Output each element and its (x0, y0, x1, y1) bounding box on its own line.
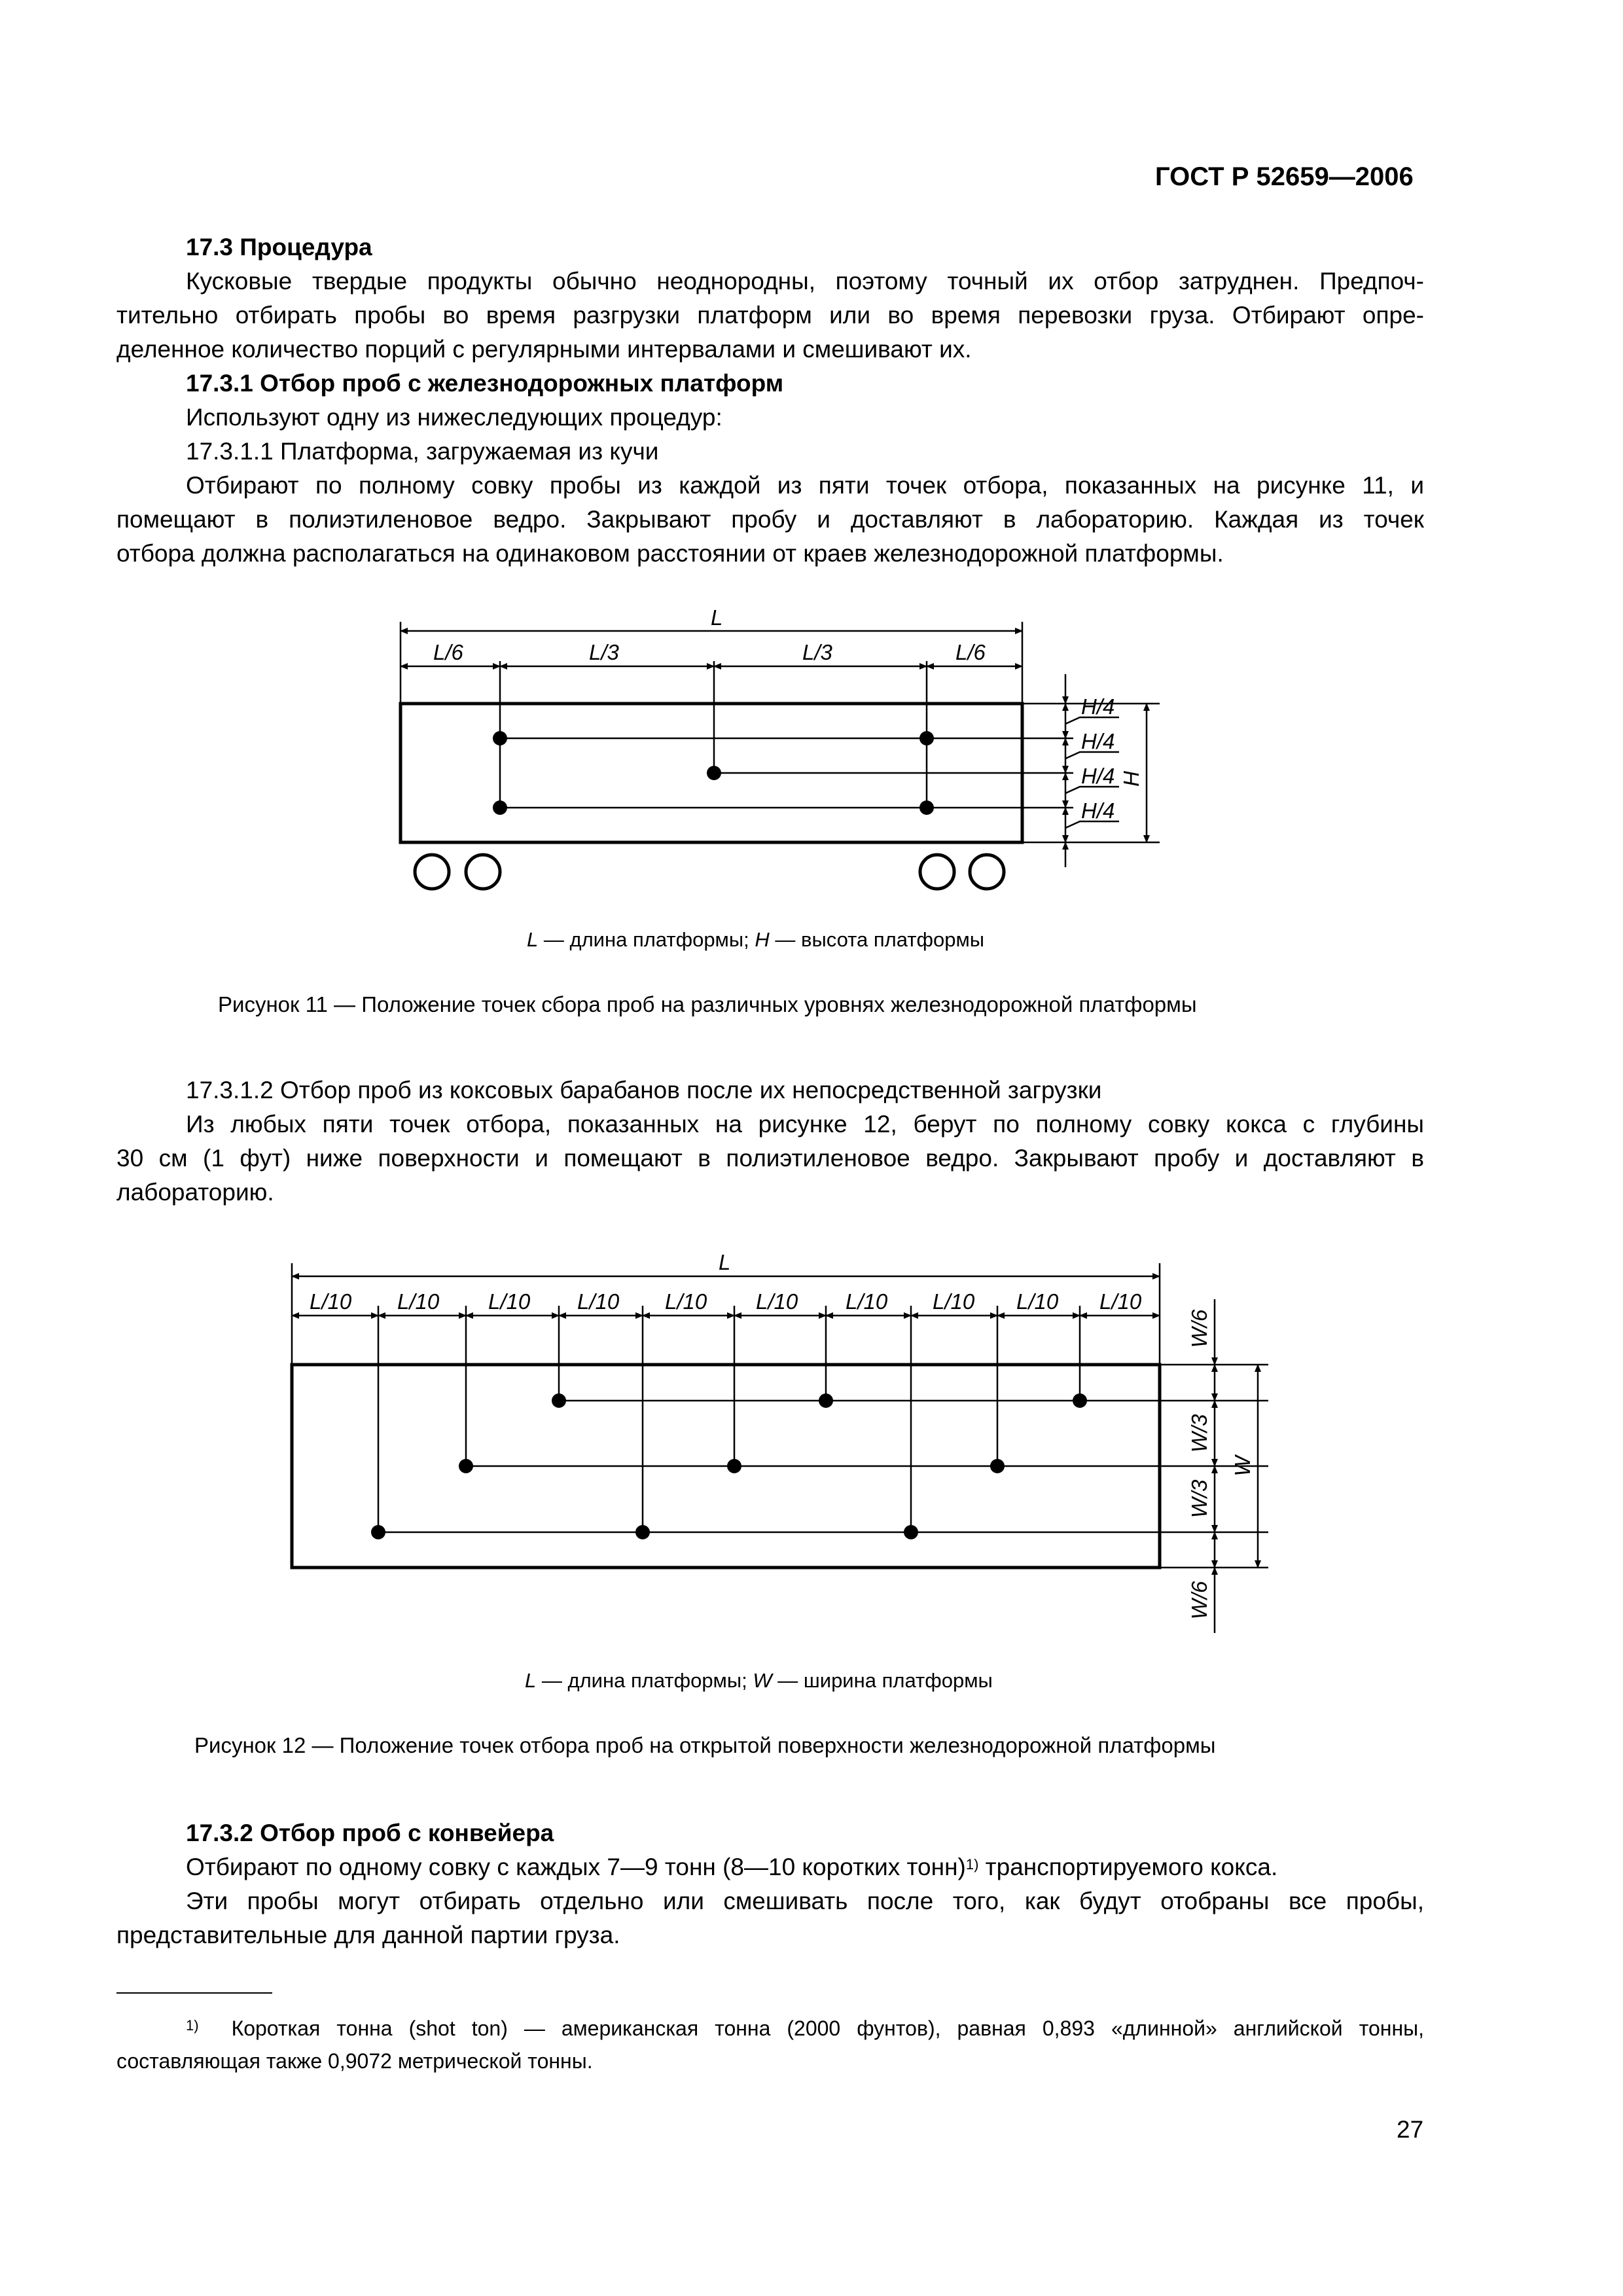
fig12-label-L10: L/10 (933, 1289, 975, 1314)
fig12-label-L: L (719, 1250, 731, 1274)
text-line: лабораторию. (116, 1179, 274, 1206)
fig12-label-L10: L/10 (310, 1289, 352, 1314)
text-line: деленное количество порций с регулярными интервалами и смешивают их. (116, 336, 972, 363)
fig12-sample-point (371, 1525, 385, 1539)
fig12-label-W: W (1230, 1456, 1255, 1477)
footnote-line: составляющая также 0,9072 метрической тонны. (116, 2049, 593, 2073)
figure-12-legend: L — длина платформы; W — ширина платформы (525, 1669, 993, 1692)
footnote-ref: 1) (965, 1856, 979, 1873)
fig11-label-H: H (1119, 771, 1143, 787)
fig12-sample-point (990, 1459, 1005, 1473)
fig12-sample-point (727, 1459, 741, 1473)
figure-11-legend: L — длина платформы; H — высота платформы (527, 928, 985, 951)
subsection-17-3-1-2-title: 17.3.1.2 Отбор проб из коксовых барабанов после их непосредственной загрузки (186, 1077, 1102, 1103)
fig12-label-L10: L/10 (846, 1289, 888, 1314)
section-17-3-1-heading: 17.3.1 Отбор проб с железнодорожных платформ (186, 370, 784, 397)
fig12-sample-point (459, 1459, 473, 1473)
text-line: Из любых пяти точек отбора, показанных на рисунке 12, берут по полному совку кокса с глубины (186, 1111, 1424, 1138)
page-number: 27 (1397, 2116, 1424, 2143)
text-line: 30 см (1 фут) ниже поверхности и помещают в полиэтиленовое ведро. Закрывают пробу и доставляют в (116, 1145, 1424, 1172)
fig11-label-L: L (711, 605, 723, 630)
section-17-3-2-line1: Отбирают по одному совку с каждых 7—9 тонн (8—10 коротких тонн)$^{1)}$ транспортируемого кокса. (186, 1854, 1278, 1880)
fig12-sample-point (819, 1393, 833, 1408)
document-id: ГОСТ Р 52659—2006 (1155, 162, 1414, 191)
text-line: Отбирают по полному совку пробы из каждой из пяти точек отбора, показанных на рисунке 11, и (186, 472, 1424, 499)
section-17-3-1-intro: Используют одну из нижеследующих процедур: (186, 404, 722, 431)
fig12-label-W3: W/3 (1187, 1479, 1211, 1518)
fig11-label-H4: H/4 (1081, 694, 1115, 719)
fig12-label-L10: L/10 (756, 1289, 798, 1314)
text-line: Эти пробы могут отбирать отдельно или смешивать после того, как будут отобраны все пробы, (186, 1888, 1424, 1914)
fig11-label-H4: H/4 (1081, 798, 1115, 823)
fig12-label-L10: L/10 (665, 1289, 707, 1314)
subsection-17-3-1-1-title: 17.3.1.1 Платформа, загружаемая из кучи (186, 438, 659, 465)
fig11-label-L6-right: L/6 (955, 640, 986, 664)
text-line: помещают в полиэтиленовое ведро. Закрывают пробу и доставляют в лабораторию. Каждая из точек (116, 506, 1424, 533)
fig12-sample-point (904, 1525, 918, 1539)
footnote-separator (116, 1992, 272, 1994)
footnote-marker: 1) (186, 2017, 199, 2034)
section-17-3-2-paragraph (116, 1884, 1424, 1952)
fig12-label-W6: W/6 (1187, 1309, 1211, 1348)
section-17-3-heading: 17.3 Процедура (186, 234, 372, 260)
fig12-label-L10: L/10 (397, 1289, 440, 1314)
fig12-sample-point (552, 1393, 566, 1408)
fig12-label-L10: L/10 (577, 1289, 620, 1314)
fig11-label-L3-b: L/3 (802, 640, 832, 664)
fig12-label-W6: W/6 (1187, 1581, 1211, 1620)
footnote-line: $^{1)}$ Короткая тонна (shot ton) — американская тонна (2000 фунтов), равная 0,893 «длинной» английской тонны, (186, 2017, 1425, 2040)
text-line: представительные для данной партии груза. (116, 1922, 620, 1948)
fig11-label-H4: H/4 (1081, 764, 1115, 788)
figure-11-caption: Рисунок 11 — Положение точек сбора проб на различных уровнях железнодорожной платформы (218, 992, 1197, 1016)
fig12-label-W3: W/3 (1187, 1414, 1211, 1453)
fig12-sample-point (635, 1525, 650, 1539)
fig12-label-L10: L/10 (1016, 1289, 1059, 1314)
section-17-3-2-heading: 17.3.2 Отбор проб с конвейера (186, 1820, 554, 1846)
figure-12-caption: Рисунок 12 — Положение точек отбора проб на открытой поверхности железнодорожной платформы (194, 1733, 1216, 1757)
text-line: Кусковые твердые продукты обычно неоднородны, поэтому точный их отбор затруднен. Предпоч- (186, 268, 1424, 295)
fig12-label-L10: L/10 (488, 1289, 531, 1314)
text-line: тительно отбирать пробы во время разгрузки платформ или во время перевозки груза. Отбирают опре- (116, 302, 1424, 329)
fig11-label-H4: H/4 (1081, 729, 1115, 753)
text-line: отбора должна располагаться на одинаковом расстоянии от краев железнодорожной платформы. (116, 540, 1224, 567)
fig12-label-L10: L/10 (1099, 1289, 1142, 1314)
fig11-label-L3-a: L/3 (589, 640, 619, 664)
fig12-sample-point (1073, 1393, 1087, 1408)
footnote (116, 2012, 1424, 2077)
fig11-label-L6-left: L/6 (433, 640, 463, 664)
